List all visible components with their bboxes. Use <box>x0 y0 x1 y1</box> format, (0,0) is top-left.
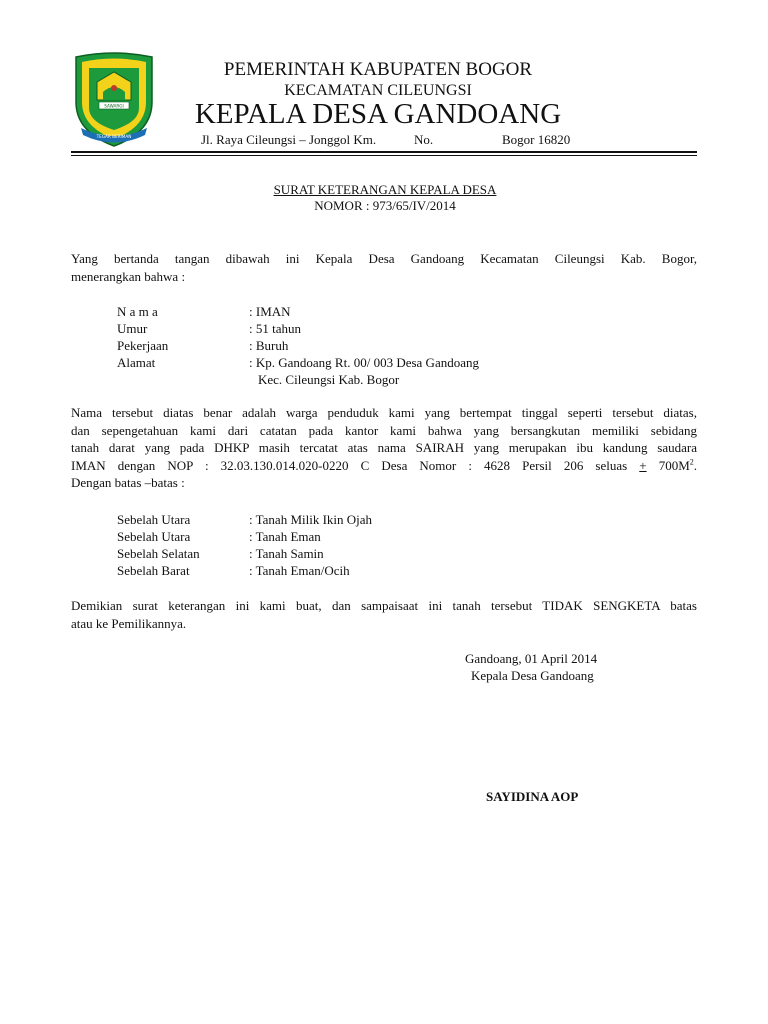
closing-line: atau ke Pemilikannya. <box>71 615 187 631</box>
boundary-label-south: Sebelah Selatan <box>117 546 200 561</box>
letterhead-office: KEPALA DESA GANDOANG <box>194 98 562 130</box>
identity-value-age: : 51 tahun <box>249 321 301 336</box>
identity-value-name: : IMAN <box>249 304 291 319</box>
plus-minus-sign: + <box>639 457 647 473</box>
identity-label-address: Alamat <box>117 355 156 370</box>
letterhead-divider-thick <box>71 151 697 153</box>
logo-motto-top: SAWARGI <box>104 103 124 109</box>
letter-number: NOMOR : 973/65/IV/2014 <box>314 198 456 213</box>
statement-line: dan sepengetahuan kami dari catatan pada kantor kami bahwa yang bersangkutan memiliki sebidang <box>71 422 697 438</box>
intro-paragraph <box>71 250 697 285</box>
letterhead-government: PEMERINTAH KABUPATEN BOGOR <box>223 59 533 80</box>
intro-line: menerangkan bahwa : <box>71 268 186 284</box>
boundary-value-south: : Tanah Samin <box>249 546 324 561</box>
letterhead-district: KECAMATAN CILEUNGSI <box>284 82 472 99</box>
boundary-value-west: : Tanah Eman/Ocih <box>249 563 350 578</box>
statement-line: Nama tersebut diatas benar adalah warga penduduk kami yang bertempat tinggal seperti tersebut diatas, <box>71 405 697 420</box>
statement-line-nop <box>71 457 697 475</box>
boundary-label-north-2: Sebelah Utara <box>117 529 191 544</box>
intro-line: Yang bertanda tangan dibawah ini Kepala Desa Gandoang Kecamatan Cileungsi Kab. Bogor, <box>71 251 697 266</box>
land-area: 700M <box>658 457 690 473</box>
address-street: Jl. Raya Cileungsi – Jonggol Km. <box>201 132 377 147</box>
letter-title: SURAT KETERANGAN KEPALA DESA <box>273 182 497 197</box>
identity-value-occupation: : Buruh <box>249 338 289 353</box>
identity-label-age: Umur <box>117 321 148 336</box>
statement-line: Dengan batas –batas : <box>71 475 185 490</box>
statement-line: tanah darat yang pada DHKP masih tercatat atas nama SAIRAH yang merupakan ibu kandung saudara <box>71 440 697 455</box>
signature-position: Kepala Desa Gandoang <box>471 668 594 683</box>
sentence-end: . <box>693 457 698 473</box>
boundary-value-north-2: : Tanah Eman <box>249 529 321 544</box>
boundary-value-north: : Tanah Milik Ikin Ojah <box>249 512 373 527</box>
signatory-name: SAYIDINA AOP <box>486 789 579 804</box>
address-number: No. <box>414 132 434 147</box>
statement-nop-text: IMAN dengan NOP : 32.03.130.014.020-0220 C Desa Nomor : 4628 Persil 206 seluas <box>71 457 628 473</box>
identity-value-address: : Kp. Gandoang Rt. 00/ 003 Desa Gandoang <box>249 355 479 370</box>
letterhead-divider-thin <box>71 155 697 156</box>
area-exponent: 2 <box>689 457 694 467</box>
identity-value-address-cont: Kec. Cileungsi Kab. Bogor <box>258 372 400 387</box>
statement-paragraph <box>71 404 697 492</box>
address-city: Bogor 16820 <box>502 132 571 147</box>
signature-place-date: Gandoang, 01 April 2014 <box>465 651 598 666</box>
logo-motto-bottom: TEGAR BERIMAN <box>96 134 132 139</box>
boundary-label-north: Sebelah Utara <box>117 512 191 527</box>
identity-label-name: N a m a <box>117 304 158 319</box>
boundary-label-west: Sebelah Barat <box>117 563 190 578</box>
bogor-regency-emblem <box>73 52 155 148</box>
closing-line: Demikian surat keterangan ini kami buat, dan sampaisaat ini tanah tersebut TIDAK SENGKETA batas <box>71 598 697 613</box>
identity-label-occupation: Pekerjaan <box>117 338 169 353</box>
closing-paragraph <box>71 597 697 632</box>
